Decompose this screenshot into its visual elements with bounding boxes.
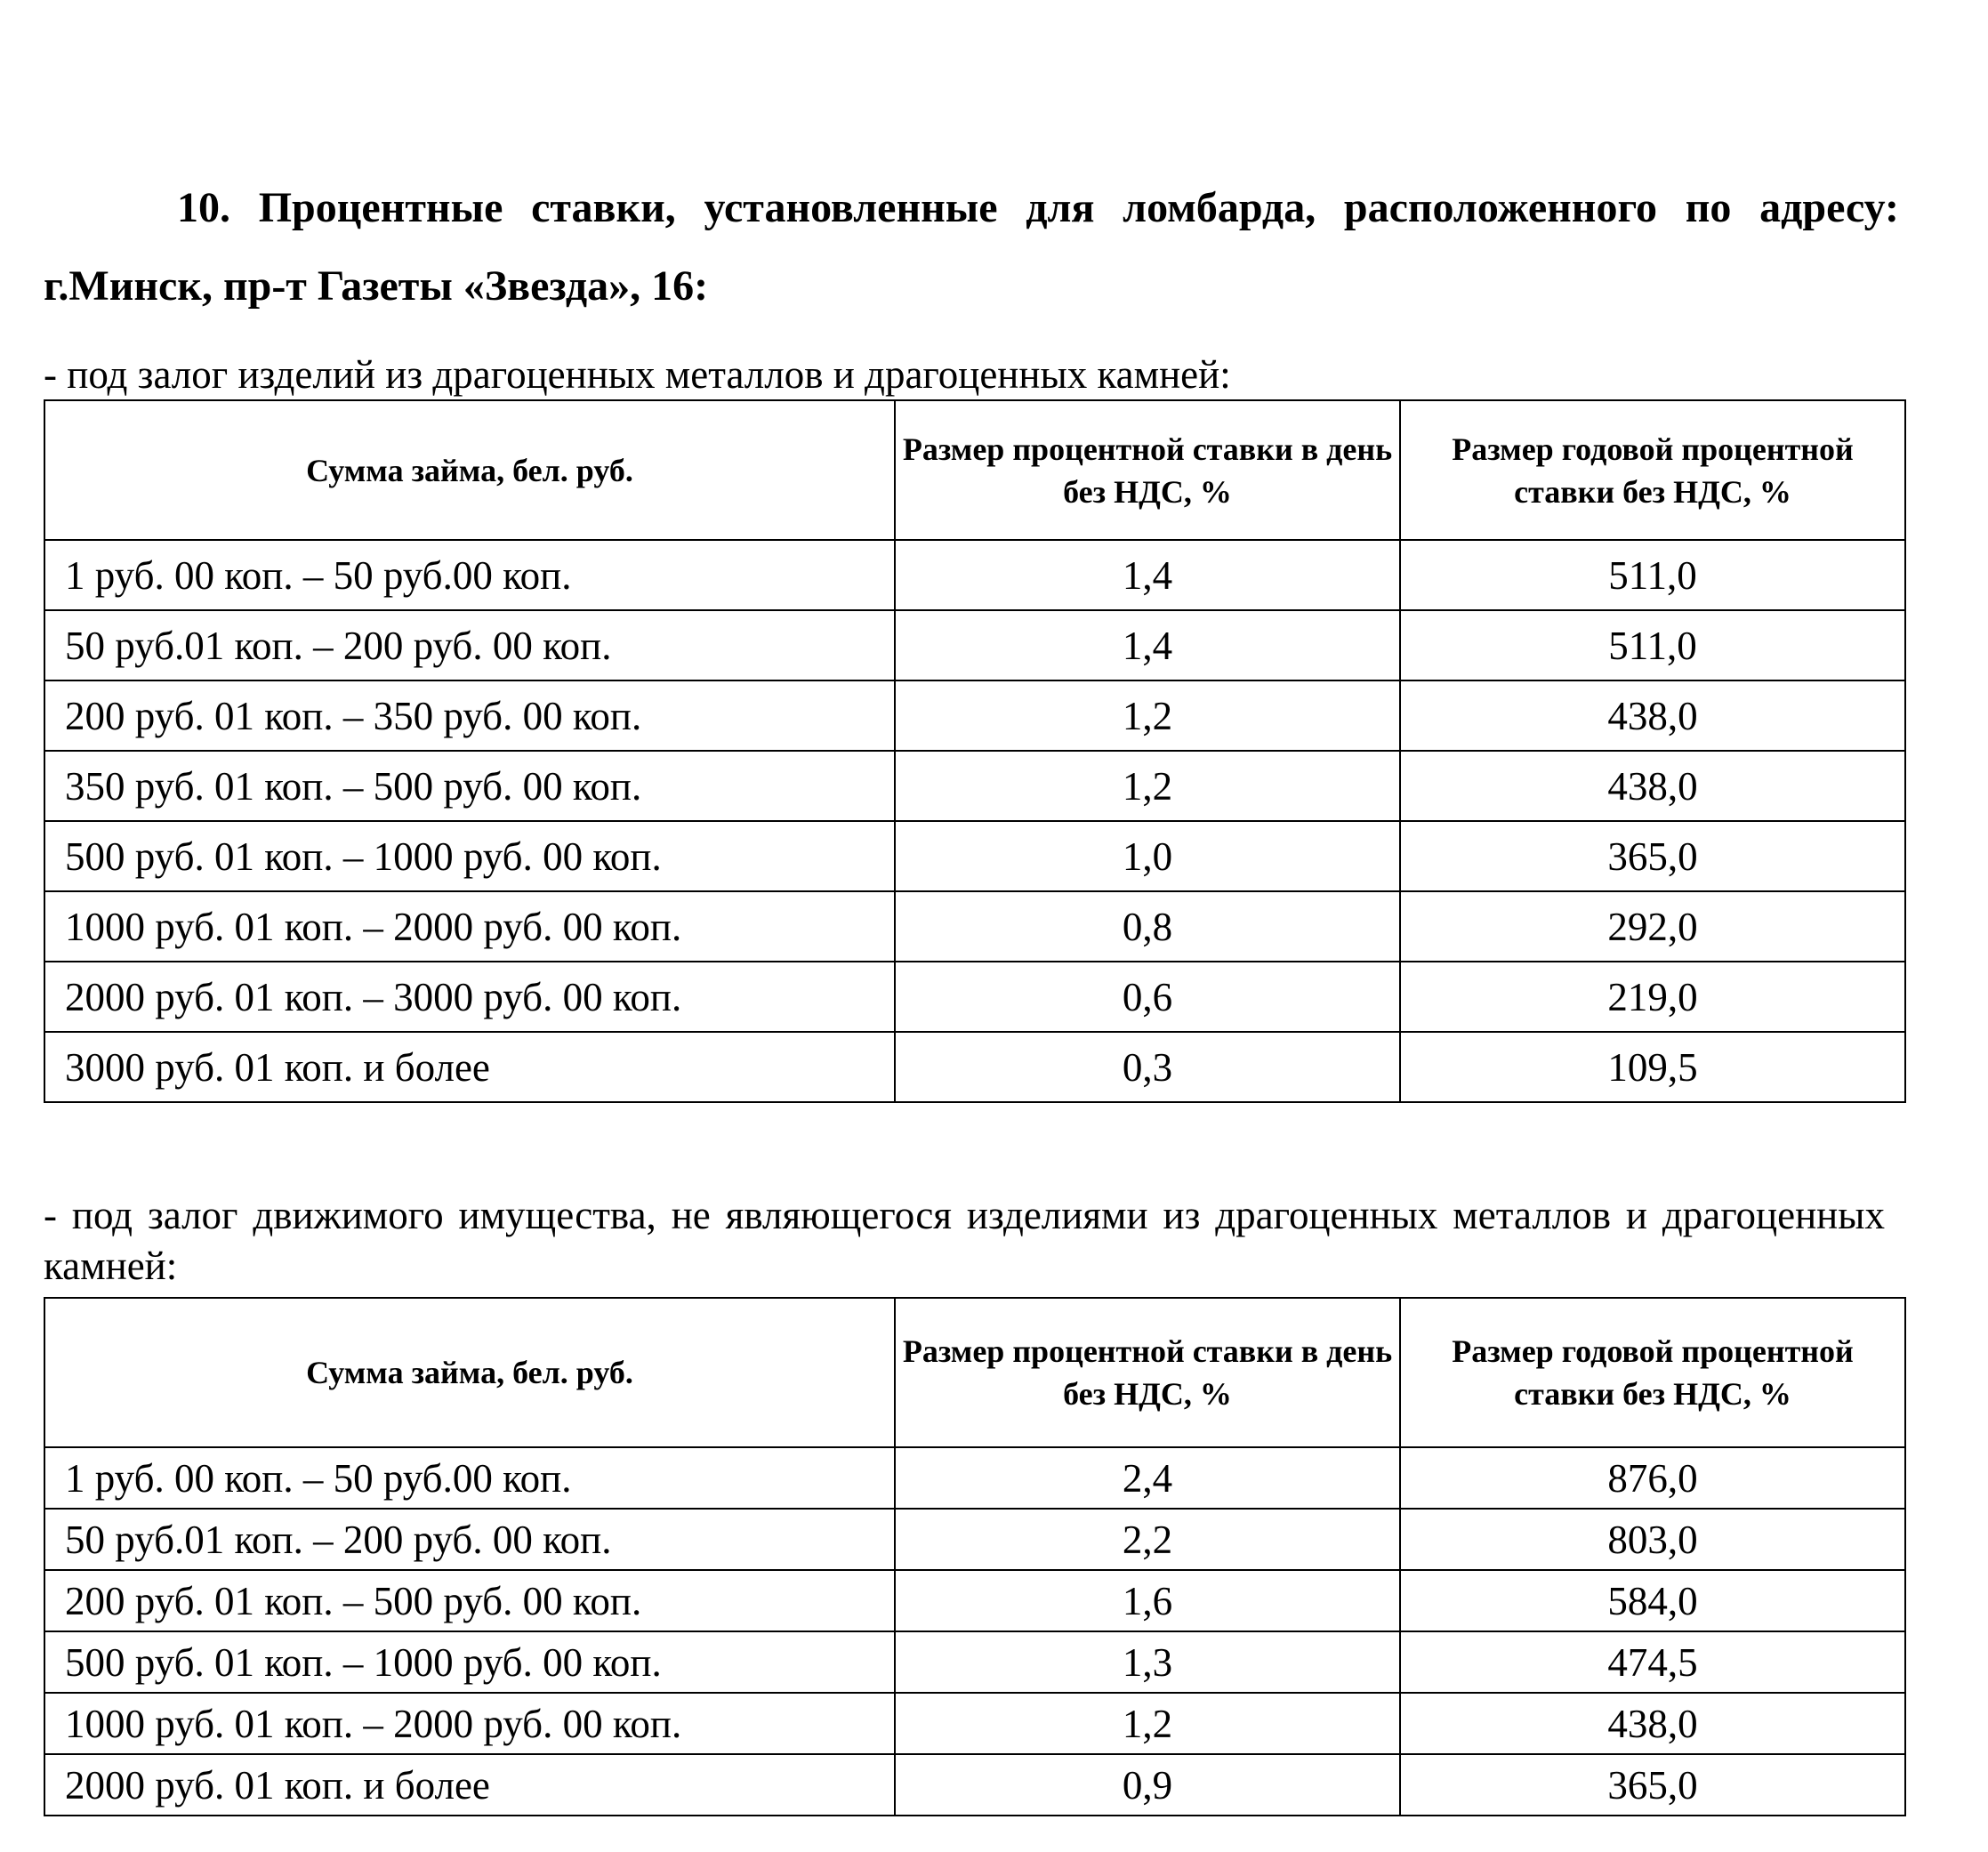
table-row xyxy=(44,962,1905,1032)
table-row xyxy=(44,1693,1905,1754)
annual-rate-cell: 511,0 xyxy=(1400,610,1905,680)
daily-rate-cell: 1,4 xyxy=(895,610,1400,680)
movable-property-intro: - под залог движимого имущества, не являющегося изделиями из драгоценных металлов и драгоценных камней: xyxy=(44,1193,1885,1288)
table-row xyxy=(44,1032,1905,1102)
annual-rate-cell: 438,0 xyxy=(1400,1693,1905,1754)
loan-amount-cell: 200 руб. 01 коп. – 500 руб. 00 коп. xyxy=(44,1570,895,1631)
annual-rate-header: Размер годовой процентной ставки без НДС, % xyxy=(1400,1298,1905,1447)
daily-rate-cell: 1,2 xyxy=(895,680,1400,751)
daily-rate-cell: 1,0 xyxy=(895,821,1400,891)
loan-amount-cell: 1 руб. 00 коп. – 50 руб.00 коп. xyxy=(44,540,895,610)
annual-rate-cell: 511,0 xyxy=(1400,540,1905,610)
precious-metals-intro: - под залог изделий из драгоценных металлов и драгоценных камней: xyxy=(44,352,1231,397)
annual-rate-cell: 438,0 xyxy=(1400,680,1905,751)
daily-rate-cell: 0,8 xyxy=(895,891,1400,962)
loan-amount-header: Сумма займа, бел. руб. xyxy=(44,1298,895,1447)
table-row xyxy=(44,1754,1905,1816)
loan-amount-cell: 2000 руб. 01 коп. и более xyxy=(44,1754,895,1816)
loan-amount-cell: 200 руб. 01 коп. – 350 руб. 00 коп. xyxy=(44,680,895,751)
loan-amount-cell: 1000 руб. 01 коп. – 2000 руб. 00 коп. xyxy=(44,891,895,962)
table-row xyxy=(44,821,1905,891)
annual-rate-cell: 109,5 xyxy=(1400,1032,1905,1102)
table-header-row xyxy=(44,400,1905,540)
table-row xyxy=(44,610,1905,680)
table-row xyxy=(44,1631,1905,1693)
loan-amount-cell: 500 руб. 01 коп. – 1000 руб. 00 коп. xyxy=(44,1631,895,1693)
annual-rate-cell: 438,0 xyxy=(1400,751,1905,821)
table-row xyxy=(44,1509,1905,1570)
annual-rate-cell: 803,0 xyxy=(1400,1509,1905,1570)
loan-amount-cell: 500 руб. 01 коп. – 1000 руб. 00 коп. xyxy=(44,821,895,891)
annual-rate-cell: 365,0 xyxy=(1400,1754,1905,1816)
annual-rate-cell: 474,5 xyxy=(1400,1631,1905,1693)
loan-amount-cell: 1 руб. 00 коп. – 50 руб.00 коп. xyxy=(44,1447,895,1509)
annual-rate-cell: 584,0 xyxy=(1400,1570,1905,1631)
table-row xyxy=(44,1447,1905,1509)
precious-metals-rates-table xyxy=(44,399,1906,1103)
daily-rate-cell: 1,6 xyxy=(895,1570,1400,1631)
table-row xyxy=(44,751,1905,821)
annual-rate-cell: 365,0 xyxy=(1400,821,1905,891)
table-body xyxy=(44,1447,1905,1816)
loan-amount-cell: 50 руб.01 коп. – 200 руб. 00 коп. xyxy=(44,610,895,680)
loan-amount-cell: 350 руб. 01 коп. – 500 руб. 00 коп. xyxy=(44,751,895,821)
table-row xyxy=(44,540,1905,610)
annual-rate-cell: 292,0 xyxy=(1400,891,1905,962)
daily-rate-header: Размер процентной ставки в день без НДС, % xyxy=(895,1298,1400,1447)
loan-amount-cell: 3000 руб. 01 коп. и более xyxy=(44,1032,895,1102)
table-header-row xyxy=(44,1298,1905,1447)
daily-rate-cell: 1,3 xyxy=(895,1631,1400,1693)
daily-rate-cell: 0,3 xyxy=(895,1032,1400,1102)
daily-rate-cell: 1,2 xyxy=(895,1693,1400,1754)
loan-amount-header: Сумма займа, бел. руб. xyxy=(44,400,895,540)
annual-rate-cell: 876,0 xyxy=(1400,1447,1905,1509)
movable-property-rates-table xyxy=(44,1297,1906,1816)
daily-rate-cell: 1,2 xyxy=(895,751,1400,821)
loan-amount-cell: 2000 руб. 01 коп. – 3000 руб. 00 коп. xyxy=(44,962,895,1032)
annual-rate-cell: 219,0 xyxy=(1400,962,1905,1032)
loan-amount-cell: 50 руб.01 коп. – 200 руб. 00 коп. xyxy=(44,1509,895,1570)
table-body xyxy=(44,540,1905,1102)
daily-rate-header: Размер процентной ставки в день без НДС, % xyxy=(895,400,1400,540)
daily-rate-cell: 0,9 xyxy=(895,1754,1400,1816)
section-heading: 10. Процентные ставки, установленные для ломбарда, расположенного по адресу: г.Минск, пр-т Газеты «Звезда», 16: xyxy=(44,184,1899,310)
table-row xyxy=(44,1570,1905,1631)
daily-rate-cell: 0,6 xyxy=(895,962,1400,1032)
loan-amount-cell: 1000 руб. 01 коп. – 2000 руб. 00 коп. xyxy=(44,1693,895,1754)
table-row xyxy=(44,680,1905,751)
daily-rate-cell: 2,2 xyxy=(895,1509,1400,1570)
table-row xyxy=(44,891,1905,962)
daily-rate-cell: 1,4 xyxy=(895,540,1400,610)
daily-rate-cell: 2,4 xyxy=(895,1447,1400,1509)
annual-rate-header: Размер годовой процентной ставки без НДС, % xyxy=(1400,400,1905,540)
